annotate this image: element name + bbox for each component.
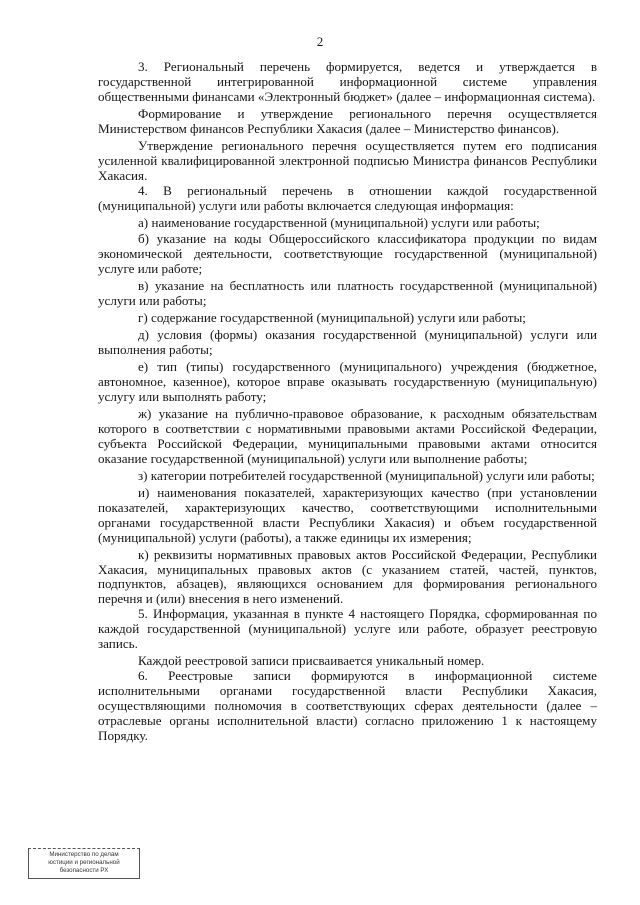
- list-item-b: б) указание на коды Общероссийского классификатора продукции по видам экономической деятельности, соответствующие государственной (муниципальной) услуге или работе;: [98, 231, 597, 277]
- stamp-line: безопасности РХ: [59, 867, 109, 874]
- list-item-e: е) тип (типы) государственного (муниципального) учреждения (бюджетное, автономное, казенное), которое вправе оказывать государственную (муниципальную) услугу или выполнять работу;: [98, 359, 597, 405]
- paragraph-5: 5. Информация, указанная в пункте 4 настоящего Порядка, сформированная по каждой государственной (муниципальной) услуге или работе, образует реестровую запись.: [98, 606, 597, 652]
- page-number: 2: [316, 34, 324, 49]
- list-item-d: д) условия (формы) оказания государственной (муниципальной) услуги или выполнения работы;: [98, 327, 597, 358]
- paragraph-4: 4. В региональный перечень в отношении каждой государственной (муниципальной) услуги или работы включается следующая информация:: [98, 182, 597, 213]
- list-item-v: в) указание на бесплатность или платность государственной (муниципальной) услуги или работы;: [98, 278, 597, 309]
- stamp-line: юстиции и региональной: [48, 859, 120, 866]
- paragraph-formation: Формирование и утверждение регионального перечня осуществляется Министерством финансов Республики Хакасия (далее – Министерство финансов).: [98, 105, 597, 136]
- list-item-k: к) реквизиты нормативных правовых актов Российской Федерации, Республики Хакасия, муниципальных правовых актов (с указанием статей, частей, пунктов, подпунктов, абзацев), являющихся основанием для формирования регионального перечня и (или) внесения в него изменений.: [98, 546, 597, 607]
- paragraph-unique-number: Каждой реестровой записи присваивается уникальный номер.: [138, 653, 485, 669]
- list-item-zh: ж) указание на публично-правовое образование, к расходным обязательствам которого в соответствии с нормативными правовыми актами Российской Федерации, субъекта Российской Федерации, муниципальными правовыми актами относится оказание государственной (муниципальной) услуги или выполнение работы;: [98, 405, 597, 466]
- list-item-a: а) наименование государственной (муниципальной) услуги или работы;: [138, 214, 540, 230]
- ministry-stamp: [28, 848, 140, 879]
- stamp-line: Министерство по делам: [49, 851, 119, 858]
- list-item-g: г) содержание государственной (муниципальной) услуги или работы;: [138, 310, 526, 326]
- paragraph-3: 3. Региональный перечень формируется, ведется и утверждается в государственной интегрированной информационной системе управления общественными финансами «Электронный бюджет» (далее – информационная система).: [98, 59, 597, 104]
- paragraph-6: 6. Реестровые записи формируются в информационной системе исполнительными органами государственной власти Республики Хакасия, осуществляющими полномочия в соответствующих сферах деятельности (далее – отраслевые органы исполнительной власти) согласно приложению 1 к настоящему Порядку.: [98, 668, 597, 743]
- list-item-z: з) категории потребителей государственной (муниципальной) услуги или работы;: [138, 467, 595, 483]
- paragraph-approval: Утверждение регионального перечня осуществляется путем его подписания усиленной квалифицированной электронной подписью Министра финансов Республики Хакасия.: [98, 137, 597, 183]
- document-body: [98, 60, 597, 744]
- list-item-i: и) наименования показателей, характеризующих качество (при установлении показателей, характеризующих качество, соответствующими исполнительными органами государственной власти Республики Хакасия) и объем государственной (муниципальной) услуги (работы), а также единицы их измерения;: [98, 484, 597, 545]
